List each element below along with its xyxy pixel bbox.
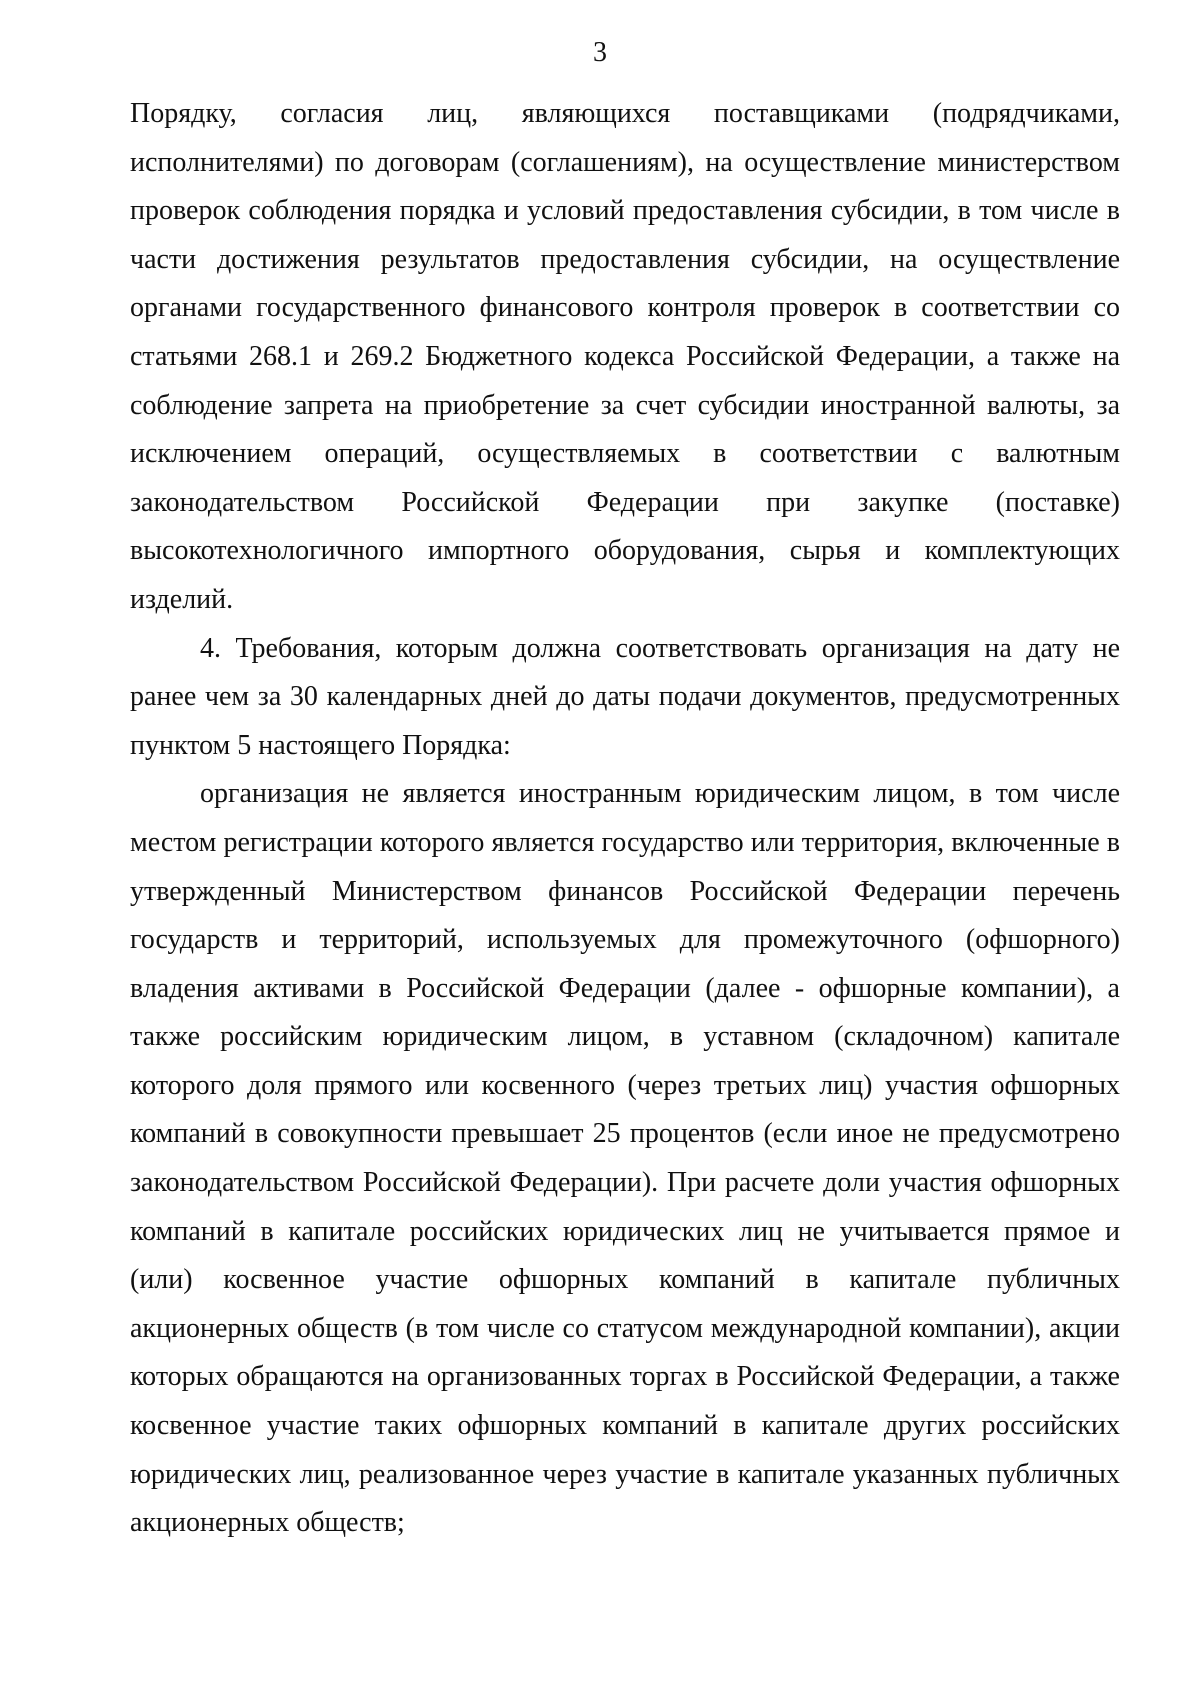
paragraph-continuation: Порядку, согласия лиц, являющихся поставщиками (подрядчиками, исполнителями) по договорам (соглашениям), на осуществление министерством проверок соблюдения порядка и условий предоставления субсидии, в том числе в части достижения результатов предоставления субсидии, на осуществление органами государственного финансового контроля проверок в соответствии со статьями 268.1 и 269.2 Бюджетного кодекса Российской Федерации, а также на соблюдение запрета на приобретение за счет субсидии иностранной валюты, за исключением операций, осуществляемых в соответствии с валютным законодательством Российской Федерации при закупке (поставке) высокотехнологичного импортного оборудования, сырья и комплектующих изделий. [130,98,1120,615]
page-number: 3 [593,37,607,68]
document-body [130,90,1120,1548]
paragraph-offshore-requirement: организация не является иностранным юридическим лицом, в том числе местом регистрации которого является государство или территория, включенные в утвержденный Министерством финансов Российской Федерации перечень государств и территорий, используемых для промежуточного (офшорного) владения активами в Российской Федерации (далее - офшорные компании), а также российским юридическим лицом, в уставном (складочном) капитале которого доля прямого или косвенного (через третьих лиц) участия офшорных компаний в совокупности превышает 25 процентов (если иное не предусмотрено законодательством Российской Федерации). При расчете доли участия офшорных компаний в капитале российских юридических лиц не учитывается прямое и (или) косвенное участие офшорных компаний в капитале публичных акционерных обществ (в том числе со статусом международной компании), акции которых обращаются на организованных торгах в Российской Федерации, а также косвенное участие таких офшорных компаний в капитале других российских юридических лиц, реализованное через участие в капитале указанных публичных акционерных обществ; [130,778,1120,1539]
paragraph-requirements-heading: 4. Требования, которым должна соответствовать организация на дату не ранее чем за 30 календарных дней до даты подачи документов, предусмотренных пунктом 5 настоящего Порядка: [130,632,1120,761]
